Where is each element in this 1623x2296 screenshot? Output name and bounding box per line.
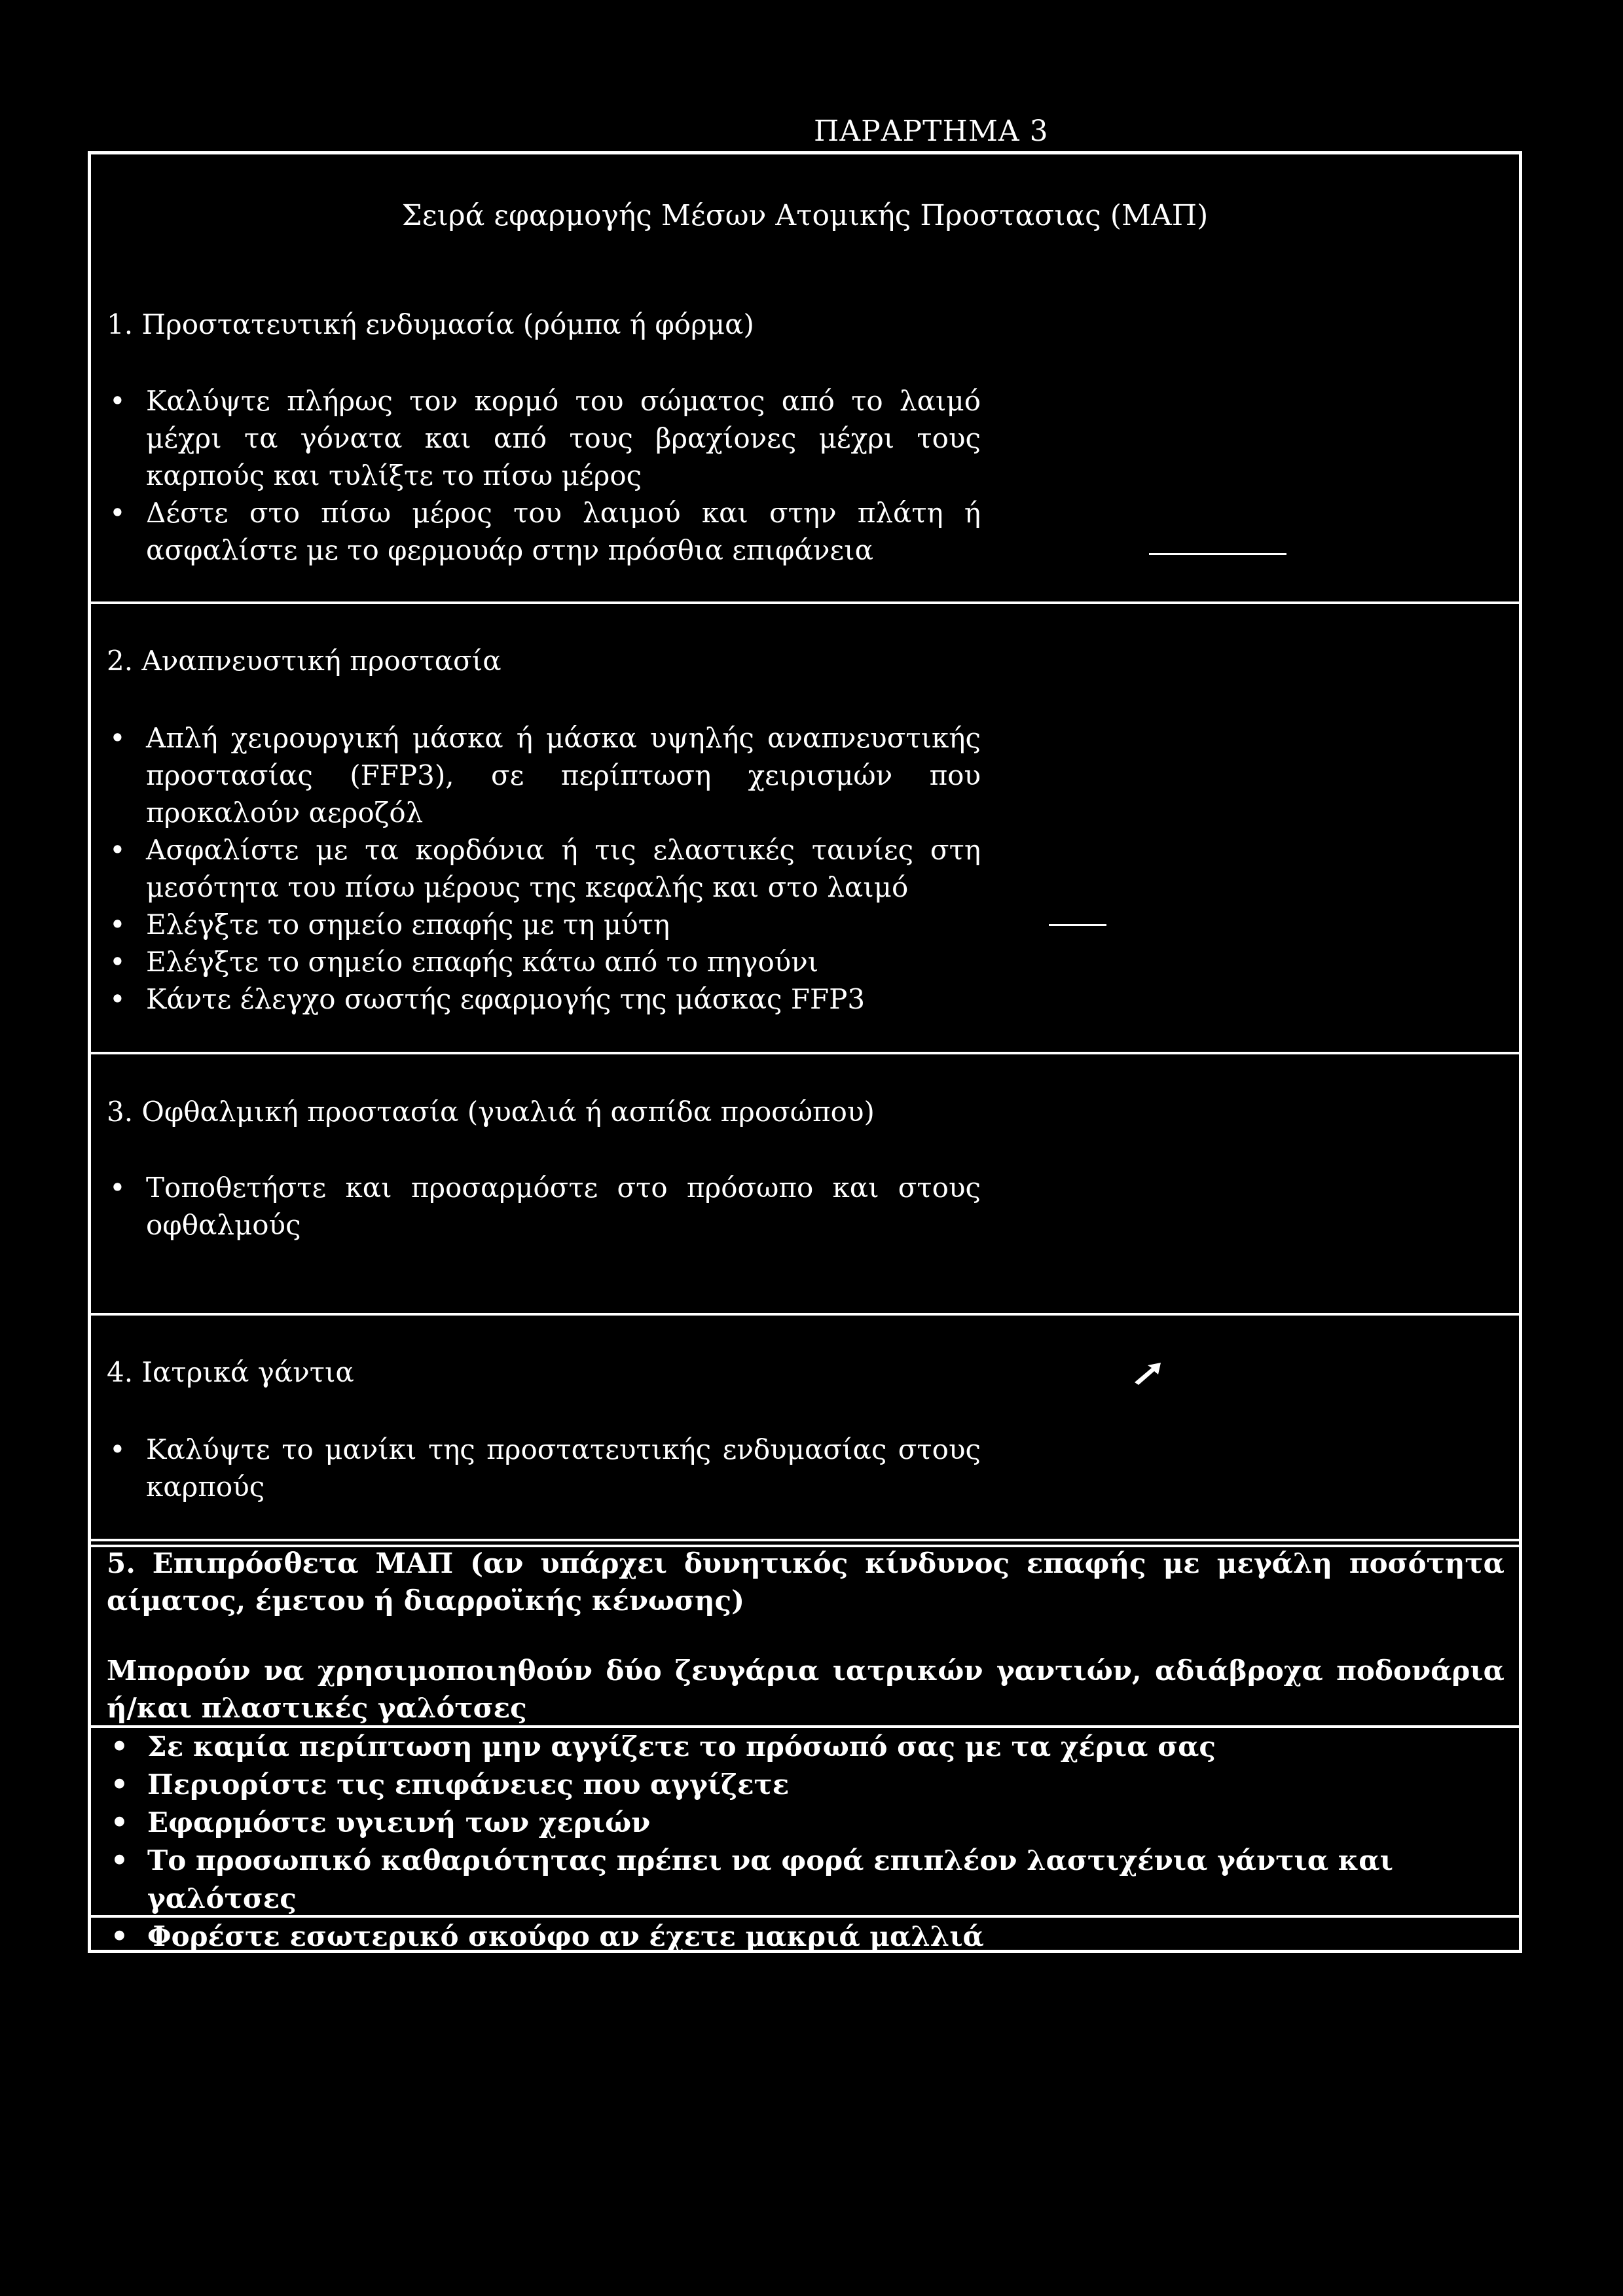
page-heading: ΠΑΡΑΡΤΗΜΑ 3 — [814, 115, 1049, 148]
section-5-title: 5. Επιπρόσθετα ΜΑΠ (αν υπάρχει δυνητικός κίνδυνος επαφής με μεγάλη ποσότητα αίματος, έμετου ή διαρροϊκής κένωσης) — [107, 1547, 1504, 1617]
list-item: • Απλή χειρουργική μάσκα ή μάσκα υψηλής αναπνευστικής προστασίας (FFP3), σε περίπτωση χειρισμών που προκαλούν αεροζόλ — [107, 719, 981, 831]
section-5-list — [107, 1728, 1504, 1956]
section-5-paragraph: Μπορούν να χρησιμοποιηθούν δύο ζευγάρια ιατρικών γαντιών, αδιάβροχα ποδονάρια ή/και πλαστικές γαλότσες — [107, 1655, 1504, 1724]
list-item: • Καλύψτε το μανίκι της προστατευτικής ενδυμασίας στους καρπούς — [107, 1431, 981, 1505]
list-item: • Κάντε έλεγχο σωστής εφαρμογής της μάσκας FFP3 — [107, 980, 981, 1018]
list-item: • Περιορίστε τις επιφάνειες που αγγίζετε — [107, 1766, 1504, 1804]
table-title: Σειρά εφαρμογής Μέσων Ατομικής Προστασιας (ΜΑΠ) — [401, 199, 1209, 232]
row-divider — [91, 1539, 1519, 1541]
section-3-title: 3. Οφθαλμική προστασία (γυαλιά ή ασπίδα προσώπου) — [107, 1096, 875, 1128]
list-item: • Τοποθετήστε και προσαρμόστε στο πρόσωπο και στους οφθαλμούς — [107, 1169, 981, 1244]
row-divider — [91, 1052, 1519, 1054]
section-1-title: 1. Προστατευτική ενδυμασία (ρόμπα ή φόρμα) — [107, 308, 754, 340]
list-item: • Καλύψτε πλήρως τον κορμό του σώματος από το λαιμό μέχρι τα γόνατα και από τους βραχίονες μέχρι τους καρπούς και τυλίξτε το πίσω μέρος — [107, 382, 981, 494]
section-2-list — [107, 719, 981, 1018]
row-divider — [91, 601, 1519, 604]
section-4-title: 4. Ιατρικά γάντια — [107, 1356, 354, 1388]
image-placeholder-mark — [1049, 924, 1106, 926]
list-item: • Το προσωπικό καθαριότητας πρέπει να φορά επιπλέον λαστιχένια γάντια και γαλότσες — [107, 1842, 1504, 1918]
list-item: • Φορέστε εσωτερικό σκούφο αν έχετε μακριά μαλλιά — [107, 1918, 1504, 1956]
arrow-icon — [1132, 1360, 1165, 1386]
row-divider — [91, 1915, 1519, 1918]
list-item: • Σε καμία περίπτωση μην αγγίζετε το πρόσωπό σας με τα χέρια σας — [107, 1728, 1504, 1766]
section-4-list — [107, 1431, 981, 1505]
row-divider — [91, 1313, 1519, 1316]
list-item: • Εφαρμόστε υγιεινή των χεριών — [107, 1804, 1504, 1842]
section-2-title: 2. Αναπνευστική προστασία — [107, 645, 501, 677]
list-item: • Ελέγξτε το σημείο επαφής με τη μύτη — [107, 906, 981, 943]
image-placeholder-mark — [1149, 553, 1286, 555]
list-item: • Δέστε στο πίσω μέρος του λαιμού και στην πλάτη ή ασφαλίστε με το φερμουάρ στην πρόσθια επιφάνεια — [107, 494, 981, 569]
section-3-list — [107, 1169, 981, 1244]
ppe-table — [88, 151, 1522, 1953]
section-1-list — [107, 382, 981, 569]
list-item: • Ελέγξτε το σημείο επαφής κάτω από το πηγούνι — [107, 943, 981, 980]
list-item: • Ασφαλίστε με τα κορδόνια ή τις ελαστικές ταινίες στη μεσότητα του πίσω μέρους της κεφαλής και στο λαιμό — [107, 831, 981, 906]
